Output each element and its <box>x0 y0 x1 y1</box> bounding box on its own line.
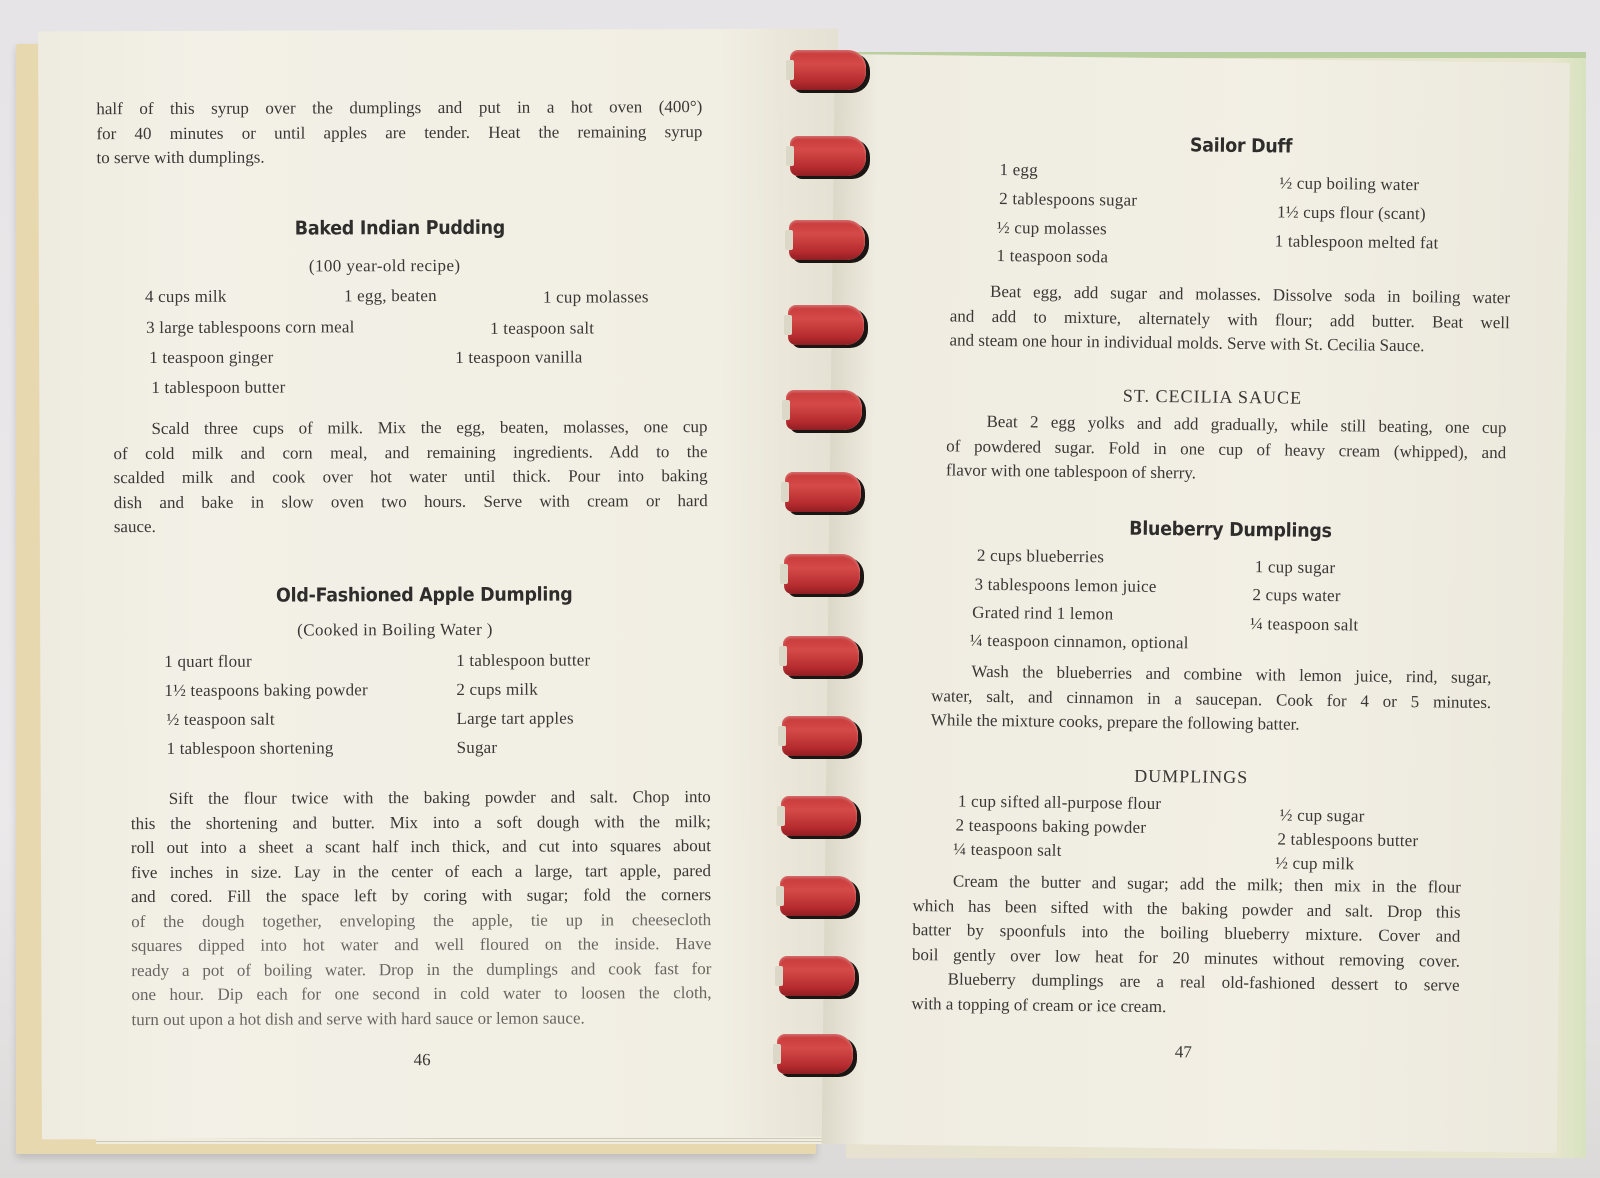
ingredient: ½ teaspoon salt <box>166 709 275 729</box>
text-line: water, salt, and cinnamon in a saucepan. Cook for 4 or 5 minutes. <box>931 685 1492 712</box>
ingredient: ¼ teaspoon salt <box>1249 614 1359 635</box>
ingredient: 1 cup molasses <box>542 287 649 307</box>
binding-ring <box>779 956 855 996</box>
text-line: which has been sifted with the baking powder and salt. Drop this <box>912 895 1461 922</box>
text-line: turn out upon a hot dish and serve with hard sauce or lemon sauce. <box>131 1007 585 1029</box>
recipe-subtitle: (100 year-old recipe) <box>308 255 461 276</box>
ingredient: 1½ cups flour (scant) <box>1276 202 1426 224</box>
text-line: scalded milk and cook over hot water until thick. Pour into baking <box>113 466 708 488</box>
sauce-directions <box>946 409 1507 489</box>
ingredient: ½ cup milk <box>1275 853 1355 874</box>
recipe-directions <box>949 279 1510 359</box>
dumplings-title: DUMPLINGS <box>1134 765 1249 788</box>
recipe-directions <box>131 785 712 1032</box>
page-number: 47 <box>1174 1042 1192 1062</box>
recipe-directions <box>113 415 707 540</box>
text-line: batter by spoonfuls into the boiling blueberry mixture. Cover and <box>912 920 1461 946</box>
text-line: Blueberry dumplings are a real old-fashioned dessert to serve <box>947 969 1460 995</box>
ingredient: 1 teaspoon soda <box>996 245 1109 267</box>
text-line: with a topping of cream or ice cream. <box>911 993 1167 1016</box>
ingredient: Sugar <box>456 737 498 757</box>
ingredient: 1 quart flour <box>164 651 252 671</box>
recipe-title: Sailor Duff <box>1189 134 1293 158</box>
text-line: five inches in size. Lay in the center of each a large, tart apple, pared <box>130 860 712 882</box>
text-line: and add to mixture, alternately with flour; add butter. Beat well <box>949 305 1510 332</box>
binding-ring <box>790 136 866 176</box>
recipe-title: Baked Indian Pudding <box>294 216 506 240</box>
ingredient: ½ cup boiling water <box>1279 173 1420 195</box>
ingredient: 4 cups milk <box>144 286 227 307</box>
ingredient: 1 cup sugar <box>1254 557 1336 578</box>
ingredient: ½ cup sugar <box>1279 805 1365 826</box>
ingredient: ¼ teaspoon salt <box>953 839 1062 860</box>
text-line: flavor with one tablespoon of sherry. <box>945 460 1197 483</box>
text-line: Sift the flour twice with the baking powder and salt. Chop into <box>168 787 711 808</box>
ingredient: 2 teaspoons baking powder <box>955 815 1147 837</box>
text-line: Wash the blueberries and combine with lemon juice, rind, sugar, <box>971 661 1492 688</box>
text-line: and cored. Fill the space left by coring with sugar; fold the corners <box>131 885 712 907</box>
text-line: of the dough together, enveloping the apple, tie up in cheesecloth <box>131 909 712 931</box>
ingredient: 1 teaspoon salt <box>490 318 595 338</box>
binding-ring <box>783 636 859 676</box>
text-line: and steam one hour in individual molds. Serve with St. Cecilia Sauce. <box>949 330 1425 356</box>
binding-ring <box>780 876 856 916</box>
text-line: this the shortening and butter. Mix into a soft dough with the milk; <box>130 811 711 833</box>
text-line: Cream the butter and sugar; add the milk; then mix in the flour <box>952 871 1461 897</box>
ingredient: 2 cups milk <box>456 679 538 699</box>
text-line: of cold milk and corn meal, and remaining ingredients. Add to the <box>113 441 708 463</box>
ingredient: ¼ teaspoon cinnamon, optional <box>969 630 1189 653</box>
ingredient: 1 cup sifted all-purpose flour <box>957 791 1162 814</box>
binding-ring <box>785 472 861 512</box>
ingredient: 2 cups water <box>1252 585 1341 606</box>
text-line: Scald three cups of milk. Mix the egg, beaten, molasses, one cup <box>151 417 708 439</box>
binding-ring <box>781 796 857 836</box>
ingredient: 2 tablespoons sugar <box>999 189 1138 210</box>
binding-ring <box>788 305 864 345</box>
text-line: squares dipped into hot water and well floured on the inside. Have <box>131 934 712 956</box>
dumplings-directions <box>911 869 1461 1023</box>
ingredient: 2 tablespoons butter <box>1277 829 1419 851</box>
right-page <box>822 54 1570 1153</box>
binding-ring <box>786 390 862 430</box>
ingredient: 1 tablespoon melted fat <box>1274 231 1439 253</box>
recipe-subtitle: (Cooked in Boiling Water ) <box>297 619 493 640</box>
ingredient: 1 tablespoon butter <box>456 650 591 670</box>
ingredient: 1 teaspoon ginger <box>149 347 274 368</box>
ingredient: 3 tablespoons lemon juice <box>974 574 1157 596</box>
recipe-directions <box>931 659 1492 739</box>
ingredient: 1½ teaspoons baking powder <box>164 680 368 700</box>
text-line: While the mixture cooks, prepare the following batter. <box>930 710 1300 734</box>
text-line: Beat 2 egg yolks and add gradually, while still beating, one cup <box>986 411 1507 438</box>
ingredient: 1 teaspoon vanilla <box>455 347 583 367</box>
ingredient: ½ cup molasses <box>996 217 1107 239</box>
ingredient: 1 egg, beaten <box>343 286 437 306</box>
recipe-title: Old-Fashioned Apple Dumpling <box>276 583 573 607</box>
text-line: for 40 minutes or until apples are tender. Heat the remaining syrup <box>96 121 703 143</box>
ingredient: 3 large tablespoons corn meal <box>146 317 355 338</box>
text-line: of powdered sugar. Fold in one cup of heavy cream (whipped), and <box>946 435 1507 462</box>
ingredient: Grated rind 1 lemon <box>972 602 1114 624</box>
text-line: half of this syrup over the dumplings and put in a hot oven (400°) <box>96 97 703 119</box>
text-line: dish and bake in slow oven two hours. Serve with cream or hard <box>113 490 708 512</box>
binding-ring <box>777 1034 853 1074</box>
intro-paragraph <box>96 95 702 171</box>
ingredient: Large tart apples <box>456 708 574 728</box>
text-line: Beat egg, add sugar and molasses. Dissolve soda in boiling water <box>989 281 1511 308</box>
ingredient: 1 egg <box>999 160 1039 180</box>
text-line: to serve with dumplings. <box>96 147 265 168</box>
sauce-title: ST. CECILIA SAUCE <box>1122 385 1303 408</box>
text-line: boil gently over low heat for 20 minutes without removing cover. <box>911 944 1461 971</box>
text-line: ready a pot of boiling water. Drop in the dumplings and cook fast for <box>131 958 712 980</box>
ingredient: 1 tablespoon butter <box>151 377 286 398</box>
ingredient: 1 tablespoon shortening <box>166 738 334 758</box>
text-line: one hour. Dip each for one second in cold water to loosen the cloth, <box>131 983 712 1005</box>
binding-ring <box>789 220 865 260</box>
binding-ring <box>782 716 858 756</box>
text-line: roll out into a sheet a scant half inch thick, and cut into squares about <box>130 836 711 858</box>
text-line: sauce. <box>113 516 156 537</box>
binding-ring <box>784 554 860 594</box>
page-number: 46 <box>413 1050 431 1070</box>
recipe-title: Blueberry Dumplings <box>1129 517 1332 543</box>
binding-ring <box>790 50 866 90</box>
left-page <box>38 29 842 1140</box>
ingredient: 2 cups blueberries <box>976 545 1105 567</box>
